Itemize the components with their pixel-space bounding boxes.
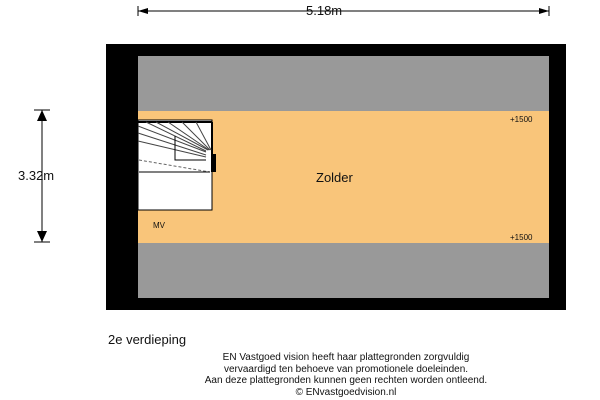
mv-label: MV: [153, 221, 165, 230]
low-ceiling-area-bottom: [138, 243, 549, 298]
disclaimer-line: © ENvastgoedvision.nl: [295, 386, 397, 398]
width-dimension-label: 5.18m: [306, 3, 343, 18]
ceiling-height-marker-bottom: +1500: [510, 233, 533, 242]
ceiling-height-marker-top: +1500: [510, 115, 533, 124]
disclaimer-line: Aan deze plattegronden kunnen geen rechten worden ontleend.: [204, 375, 488, 386]
low-ceiling-area-top: [138, 56, 549, 111]
floor-name-label: 2e verdieping: [108, 332, 187, 347]
room-label: Zolder: [316, 170, 353, 185]
disclaimer-line: vervaardigd ten behoeve van promotionele doeleinden.: [223, 363, 469, 375]
disclaimer-line: EN Vastgoed vision heeft haar plattegronden zorgvuldig: [222, 352, 470, 363]
disclaimer-text: [118, 352, 574, 398]
staircase: [138, 120, 216, 210]
height-dimension-label: 3.32m: [18, 168, 55, 183]
width-dimension-line: [138, 6, 549, 16]
